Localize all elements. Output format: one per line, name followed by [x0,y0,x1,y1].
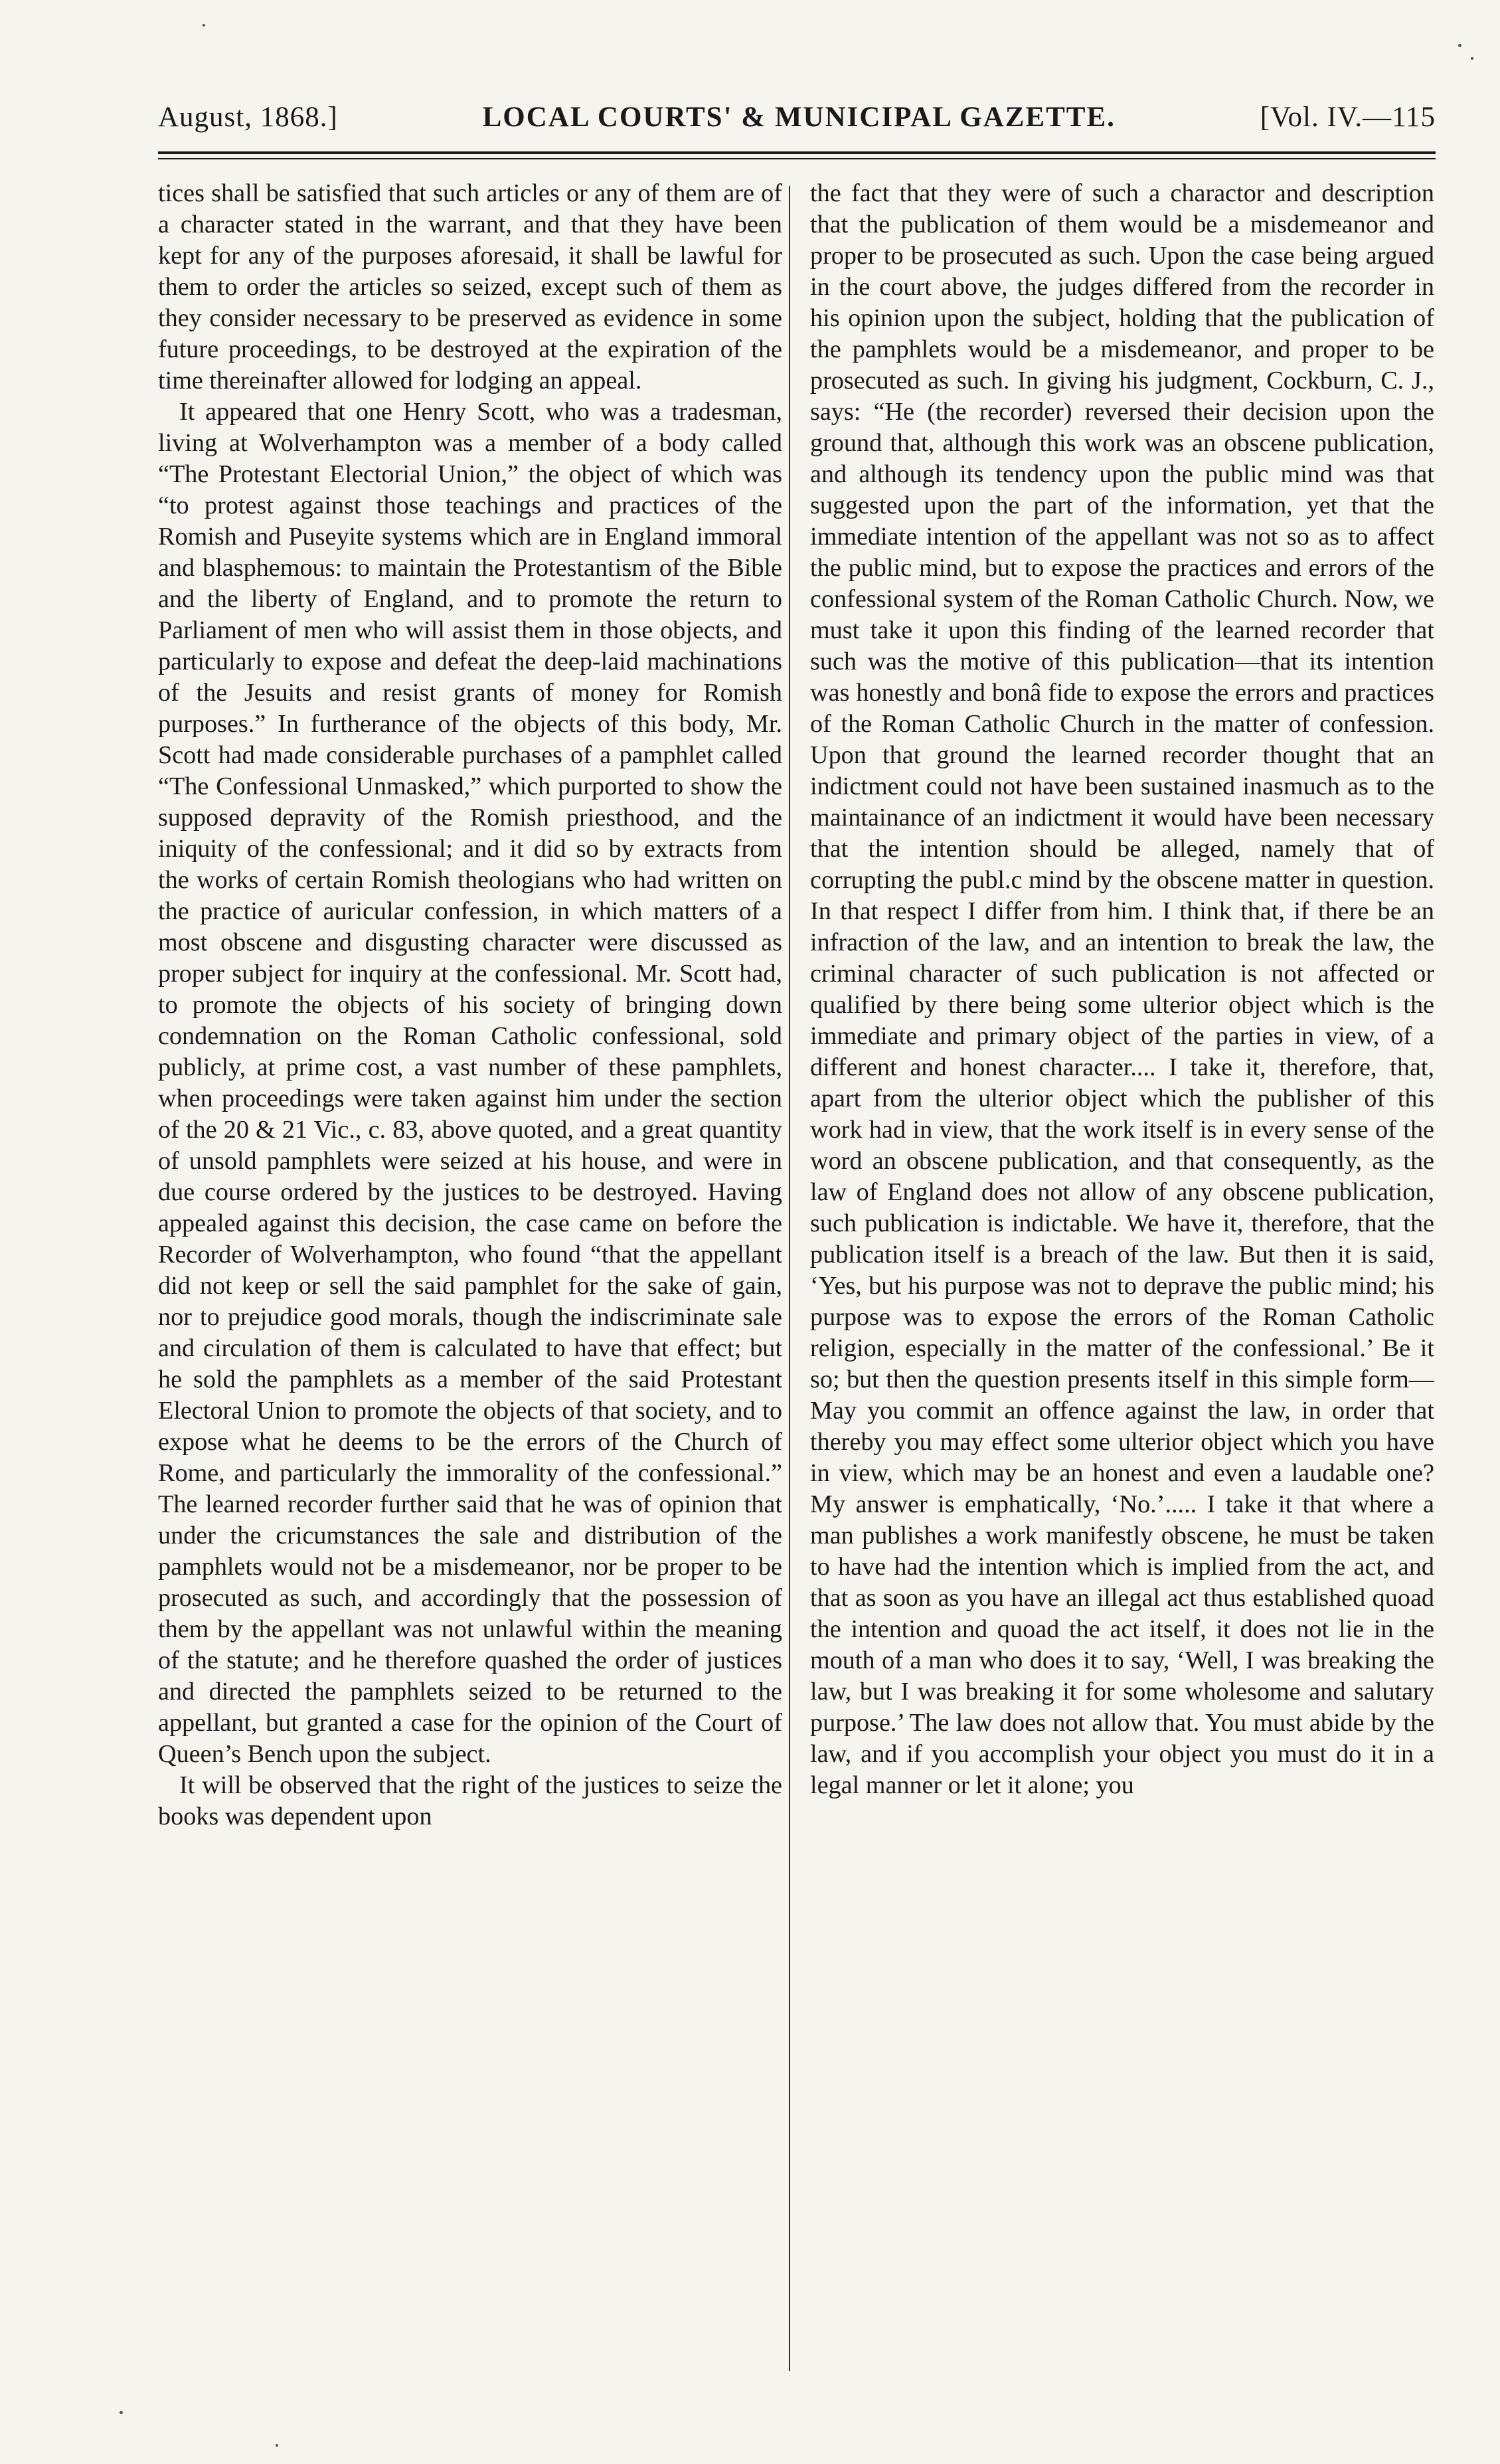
left-column [158,178,782,2383]
header-title: LOCAL COURTS' & MUNICIPAL GAZETTE. [482,102,1116,133]
right-paragraph-1: the fact that they were of such a charactor and description that the publication of them would be a misdemeanor and proper to be prosecuted as such. Upon the case being argued in the court above, the judges differed from the recorder in his opinion upon the subject, holding that the publication of the pamphlets would be a misdemeanor, and proper to be prosecuted as such. In giving his judgment, Cockburn, C. J., says: “He (the recorder) reversed their decision upon the ground that, although this work was an obscene publication, and although its tendency upon the public mind was that suggested upon the part of the information, yet that the immediate intention of the appellant was not so as to affect the public mind, but to expose the practices and errors of the confessional system of the Roman Catholic Church. Now, we must take it upon this finding of the learned recorder that such was the motive of this publication—that its intention was honestly and bonâ fide to expose the errors and practices of the Roman Catholic Church in the matter of confession. Upon that ground the learned recorder thought that an indictment could not have been sustained inasmuch as to the maintainance of an indictment it would have been necessary that the intention should be alleged, namely that of corrupting the publ.c mind by the obscene matter in question. In that respect I differ from him. I think that, if there be an infraction of the law, and an intention to break the law, the criminal character of such publication is not affected or qualified by there being some ulterior object which is the immediate and primary object of the parties in view, of a different and honest character.... I take it, therefore, that, apart from the ulterior object which the publisher of this work had in view, that the work itself is in every sense of the word an obscene publication, and that consequently, as the law of England does not allow of any obscene publication, such publication is indictable. We have it, therefore, that the publication itself is a breach of the law. But then it is said, ‘Yes, but his purpose was not to deprave the public mind; his purpose was to expose the errors of the Roman Catholic religion, especially in the matter of the confessional.’ Be it so; but then the question presents itself in this simple form—May you commit an offence against the law, in order that thereby you may effect some ulterior object which you have in view, which may be an honest and even a laudable one? My answer is emphatically, ‘No.’..... I take it that where a man publishes a work manifestly obscene, he must be taken to have had the intention which is implied from the act, and that as soon as you have an illegal act thus established quoad the intention and quoad the act itself, it does not lie in the mouth of a man who does it to say, ‘Well, I was breaking the law, but I was breaking it for some wholesome and salutary purpose.’ The law does not allow that. You must abide by the law, and if you accomplish your object you must do it in a legal manner or let it alone; you [810,179,1434,1799]
header-rule-thin [158,158,1436,159]
header-volume: [Vol. IV.—115 [1260,102,1436,133]
left-paragraph-2: It appeared that one Henry Scott, who was a tradesman, living at Wolverhampton was a member of a body called “The Protestant Electorial Union,” the object of which was “to protest against those teachings and practices of the Romish and Puseyite systems which are in England immoral and blasphemous: to maintain the Protestantism of the Bible and the liberty of England, and to promote the return to Parliament of men who will assist them in those objects, and particularly to expose and defeat the deep-laid machinations of the Jesuits and resist grants of money for Romish purposes.” In furtherance of the objects of this body, Mr. Scott had made considerable purchases of a pamphlet called “The Confessional Unmasked,” which purported to show the supposed depravity of the Romish priesthood, and the iniquity of the confessional; and it did so by extracts from the works of certain Romish theologians who had written on the practice of auricular confession, in which matters of a most obscene and disgusting character were discussed as proper subject for inquiry at the confessional. Mr. Scott had, to promote the objects of his society of bringing down condemnation on the Roman Catholic confessional, sold publicly, at prime cost, a vast number of these pamphlets, when proceedings were taken against him under the section of the 20 & 21 Vic., c. 83, above quoted, and a great quantity of unsold pamphlets were seized at his house, and were in due course ordered by the justices to be destroyed. Having appealed against this decision, the case came on before the Recorder of Wolverhampton, who found “that the appellant did not keep or sell the said pamphlet for the sake of gain, nor to prejudice good morals, though the indiscriminate sale and circulation of them is calculated to have that effect; but he sold the pamphlets as a member of the said Protestant Electoral Union to promote the objects of that society, and to expose what he deems to be the errors of the Church of Rome, and particularly the immorality of the confessional.” The learned recorder further said that he was of opinion that under the cricumstances the sale and distribution of the pamphlets would not be a misdemeanor, nor be proper to be prosecuted as such, and accordingly that the possession of them by the appellant was not unlawful within the meaning of the statute; and he therefore quashed the order of justices and directed the pamphlets seized to be returned to the appellant, but granted a case for the opinion of the Court of Queen’s Bench upon the subject. [158,398,782,1768]
header-rule-thick [158,151,1436,154]
print-speck [1458,44,1461,47]
right-column [810,178,1434,2383]
left-paragraph-3: It will be observed that the right of the justices to seize the books was dependent upon [158,1771,782,1830]
left-paragraph-1: tices shall be satisfied that such articles or any of them are of a character stated in the warrant, and that they have been kept for any of the purposes aforesaid, it shall be lawful for them to order the articles so seized, except such of them as they consider necessary to be preserved as evidence in some future proceedings, to be destroyed at the expiration of the time thereinafter allowed for lodging an appeal. [158,179,782,395]
page-header [158,101,1436,139]
print-speck [120,2411,123,2414]
print-speck [203,24,205,27]
print-speck [276,2444,278,2447]
print-speck [1471,57,1473,60]
column-divider [789,186,790,2371]
header-date: August, 1868.] [158,102,338,133]
